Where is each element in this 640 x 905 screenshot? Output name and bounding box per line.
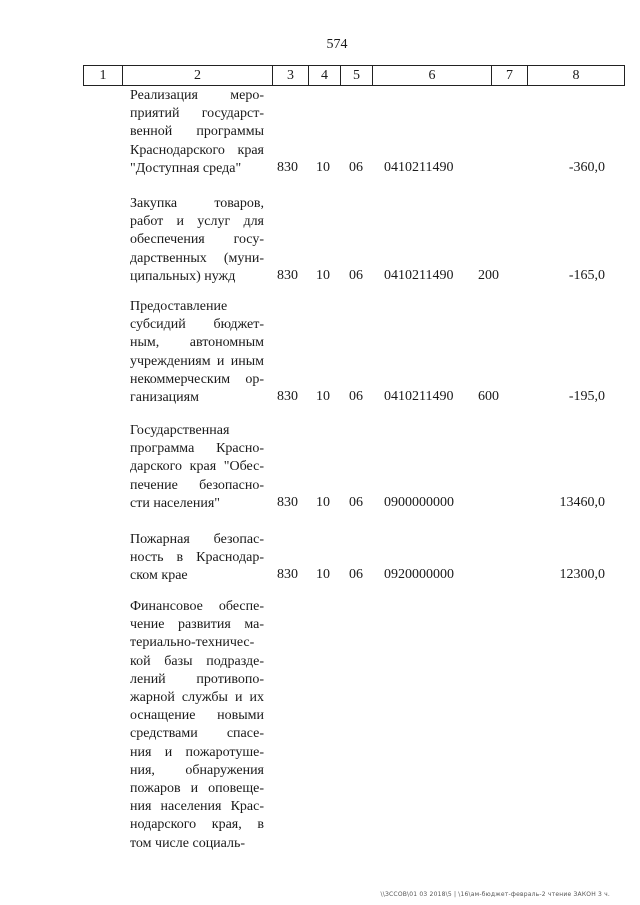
description-line: оснащение новыми: [130, 708, 264, 724]
row-description: [130, 195, 264, 286]
column-header-6: 6: [373, 66, 492, 86]
description-line: ния и пожаротуше-: [130, 744, 264, 760]
cell-c8: -165,0: [568, 267, 605, 283]
cell-c4: 10: [316, 389, 330, 404]
column-header-3: 3: [273, 66, 309, 86]
cell-c5: 06: [349, 567, 363, 583]
column-header-7: 7: [492, 66, 528, 86]
description-line: том числе социаль-: [130, 835, 246, 851]
description-line: дарственных (муни-: [130, 250, 264, 266]
description-line: Реализация меро-: [130, 88, 264, 103]
description-line: обеспечения госу-: [130, 232, 264, 248]
description-line: Пожарная безопас-: [130, 532, 264, 547]
description-line: жарной службы и их: [130, 690, 264, 706]
cell-c4: 10: [316, 159, 330, 175]
description-line: ния, обнаружения: [130, 762, 264, 778]
cell-c6: 0410211490: [384, 389, 454, 404]
cell-c5: 06: [349, 267, 363, 283]
description-line: печение безопасно-: [130, 477, 264, 493]
cell-c5: 06: [349, 159, 363, 175]
description-line: ность в Краснодар-: [130, 550, 264, 566]
column-header-table: [83, 65, 625, 86]
cell-c6: 0920000000: [384, 567, 454, 583]
cell-c4: 10: [316, 267, 330, 283]
row-description: [130, 87, 264, 178]
cell-c4: 10: [316, 567, 330, 583]
description-line: работ и услуг для: [130, 214, 264, 230]
description-line: нодарского края, в: [130, 817, 264, 833]
description-line: средствами спасе-: [130, 726, 264, 742]
column-header-row: [84, 66, 625, 86]
description-line: учреждениям и иным: [130, 353, 264, 369]
description-line: териально-техничес-: [130, 635, 255, 651]
description-line: "Доступная среда": [130, 160, 242, 176]
description-line: ным, автономным: [130, 335, 264, 351]
description-line: венной программы: [130, 124, 264, 140]
description-line: лений противопо-: [130, 671, 264, 687]
cell-c8: -195,0: [568, 389, 605, 404]
cell-c3: 830: [277, 389, 298, 404]
column-header-2: 2: [123, 66, 273, 86]
description-line: Предоставление: [130, 299, 228, 314]
description-line: Государственная: [130, 423, 230, 438]
description-line: ском крае: [130, 568, 188, 584]
column-header-8: 8: [528, 66, 625, 86]
row-description: [130, 298, 264, 407]
description-line: сти населения": [130, 495, 220, 511]
column-header-5: 5: [341, 66, 373, 86]
cell-c5: 06: [349, 389, 363, 404]
cell-c3: 830: [277, 159, 298, 175]
description-line: кой базы подразде-: [130, 653, 264, 669]
cell-c6: 0900000000: [384, 494, 454, 510]
page-number: 574: [326, 37, 348, 52]
description-line: ганизациям: [130, 390, 199, 406]
cell-c8: 13460,0: [559, 494, 605, 510]
description-line: субсидий бюджет-: [130, 317, 264, 333]
row-description: [130, 598, 264, 853]
description-line: программа Красно-: [130, 441, 264, 457]
description-line: Финансовое обеспе-: [130, 599, 264, 614]
description-line: некоммерческим ор-: [130, 371, 264, 387]
cell-c8: -360,0: [568, 159, 605, 175]
column-header-4: 4: [309, 66, 341, 86]
row-description: [130, 531, 264, 586]
cell-c6: 0410211490: [384, 267, 454, 283]
cell-c5: 06: [349, 494, 363, 510]
cell-c4: 10: [316, 494, 330, 510]
description-line: Краснодарского края: [130, 142, 264, 158]
cell-c8: 12300,0: [559, 567, 605, 583]
description-line: пожаров и оповеще-: [130, 781, 264, 797]
row-description: [130, 422, 264, 513]
cell-c6: 0410211490: [384, 159, 454, 175]
description-line: ния населения Крас-: [130, 799, 264, 815]
column-header-1: 1: [84, 66, 123, 86]
description-line: чение развития ма-: [130, 617, 264, 633]
cell-c3: 830: [277, 494, 298, 510]
file-path-footer: \\ЗССОВ\01 03 2018\5 | \16\ам-бюджет-февраль-2 чтение ЗАКОН 3 ч.: [380, 891, 610, 898]
description-line: ципальных) нужд: [130, 268, 236, 284]
cell-c3: 830: [277, 567, 298, 583]
cell-c3: 830: [277, 267, 298, 283]
description-line: приятий государст-: [130, 106, 264, 122]
description-line: дарского края "Обес-: [130, 459, 264, 475]
cell-c7: 600: [478, 389, 499, 404]
cell-c7: 200: [478, 267, 499, 283]
description-line: Закупка товаров,: [130, 196, 264, 211]
